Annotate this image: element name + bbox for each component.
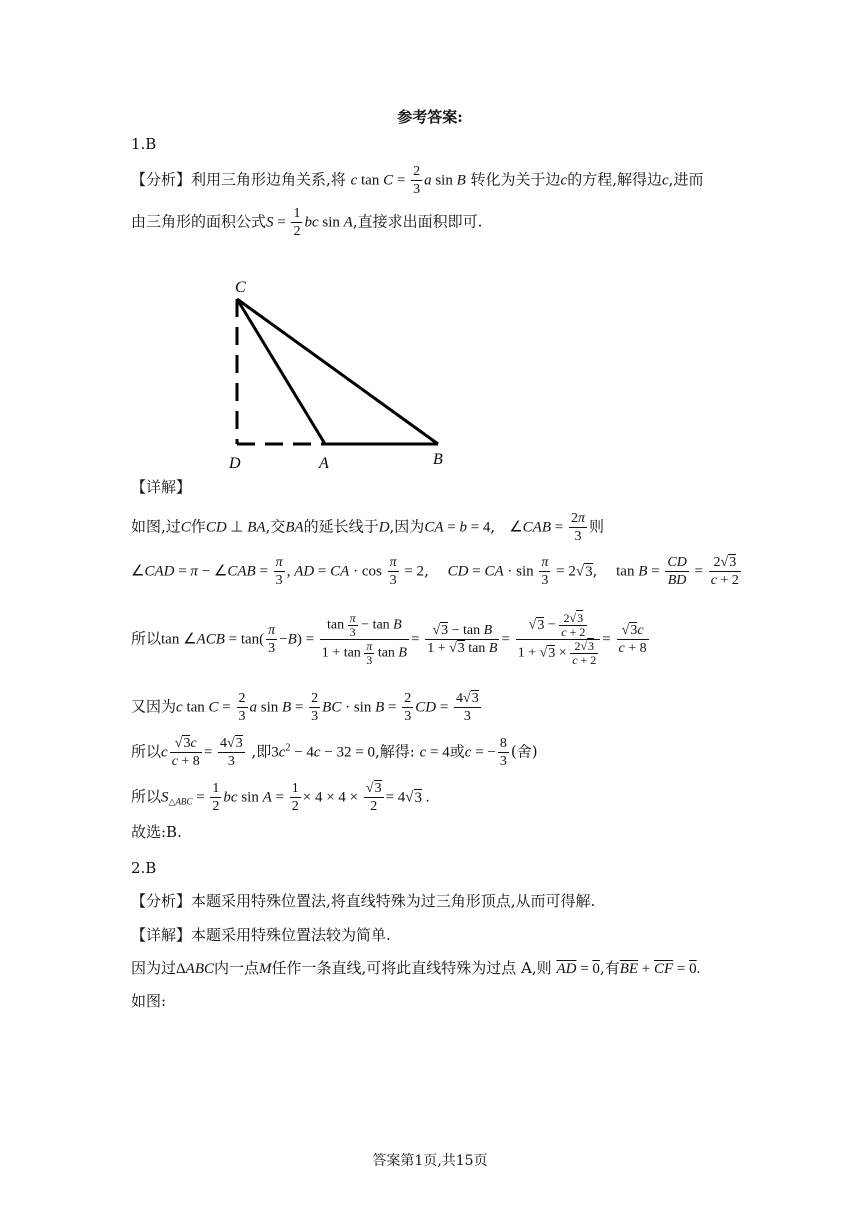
formula-ctanC: c <box>350 172 358 189</box>
q1-detail-line2: ∠CAD = π − ∠CAB = $\frac{\pi}{3}$ , AD = CA · cos $\frac{\pi}{3}$ = 2, CD = CA · sin $\frac{\pi}{3}$ = 2√3, tan B = $\frac{CD}{BD}$ = $\frac{2√3}{c + 2}$ <box>131 555 739 588</box>
q1-detail-line6: 所以$S_{\triangle ABC}$ = $\frac{1}{2}$ bc sin A = $\frac{1}{2}$ × 4 × 4 × $\frac{√3}{2}$ = 4√3 . <box>131 781 430 814</box>
q1-detail-line5: 所以c $\frac{√3c}{c + 8}$ = $\frac{4√3}{3}$ ,即$3c^2 - 4c - 32 = 0$,解得: c = 4或c = − $\frac{8}{3}$ (舍) <box>131 736 538 769</box>
q1-analysis-line2: 由三角形的面积公式S = $\frac{1}{2}$ bc sin A,直接求出面积即可. <box>131 206 483 239</box>
q2-detail-line2: 因为过ΔABC内一点M任作一条直线,可将此直线特殊为过点 A,则 $\overline{AD} = 0$,有$\overline{BE} + \overline{CF} = 0$. <box>131 959 701 977</box>
q1-detail-line3: 所以tan ∠ACB = tan( $\frac{\pi}{3}$ −B) = tan $\frac{\pi}{3}$ − tan B 1 + tan $\frac{\pi}{3}$ tan B = $\frac{\text{√3 − tan B}}{\text{1 + √3 tan B}}$ = √3 − $\frac{2√3}{c + 2}$ 1 + √3 × $\frac{2√3}{c + 2}$ = $\frac{√3c}{c + 8}$ <box>131 611 647 667</box>
segment-CB <box>237 299 438 444</box>
q1-detail-line1: 如图,过C作CD ⊥ BA,交BA的延长线于D,因为CA = b = 4, ∠CAB = $\frac{2\pi}{3}$ 则 <box>131 511 604 544</box>
segment-CA <box>237 299 325 444</box>
label-A: A <box>319 455 329 472</box>
label-C: C <box>235 279 246 296</box>
q2-figure-note: 如图: <box>131 992 167 1010</box>
label-B: B <box>433 451 443 468</box>
q1-analysis-line1: 【分析】利用三角形边角关系,将 c tan C = $\frac{2}{3}$ a sin B 转化为关于边c的方程,解得边c,进而 <box>131 164 704 197</box>
q2-analysis: 【分析】本题采用特殊位置法,将直线特殊为过三角形顶点,从而可得解. <box>131 892 596 910</box>
q1-detail-line4: 又因为c tan C = $\frac{2}{3}$ a sin B = $\frac{2}{3}$ BC · sin B = $\frac{2}{3}$ CD = $\frac{4√3}{3}$ <box>131 691 479 724</box>
q2-detail: 【详解】本题采用特殊位置法较为简单. <box>131 926 391 944</box>
analysis-tag: 【分析】 <box>131 170 192 189</box>
fraction-2-3: $\frac{2}{3}$ <box>413 164 421 197</box>
label-D: D <box>229 455 241 472</box>
q2-answer: 2.B <box>131 859 157 877</box>
q1-answer: 1.B <box>131 135 157 153</box>
triangle-figure <box>225 274 465 474</box>
q1-detail-tag: 【详解】 <box>131 478 192 496</box>
fraction-1-2: $\frac{1}{2}$ <box>293 206 301 239</box>
q1-conclusion: 故选:B. <box>131 823 182 841</box>
page-footer: 答案第1页,共15页 <box>372 1153 488 1169</box>
page-title: 参考答案: <box>397 108 463 126</box>
